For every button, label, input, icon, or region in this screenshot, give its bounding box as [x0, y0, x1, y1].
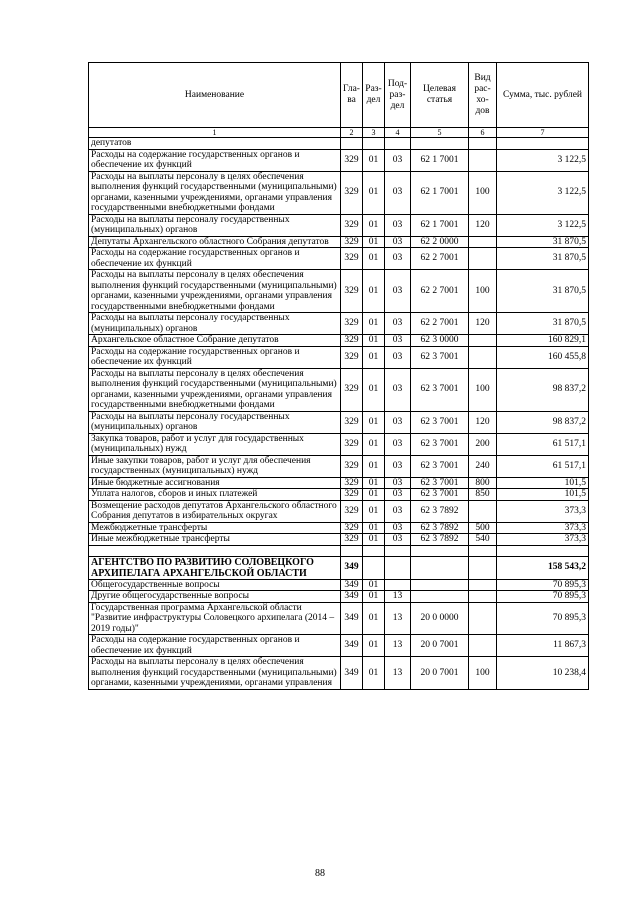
cell-chapter: 329 — [341, 171, 363, 214]
table-row — [89, 545, 589, 556]
cell-chapter: 329 — [341, 489, 363, 501]
table-row — [89, 657, 589, 690]
cell-name: Иные межбюджетные трансферты — [89, 534, 341, 546]
cell-sum: 98 837,2 — [497, 368, 589, 411]
cell-exptype: 120 — [469, 411, 497, 433]
cell-sum: 3 122,5 — [497, 149, 589, 171]
cell-chapter: 349 — [341, 579, 363, 591]
cell-sum: 160 455,8 — [497, 346, 589, 368]
cell-subsection: 03 — [385, 270, 411, 313]
cell-target: 62 2 7001 — [411, 248, 469, 270]
cell-sum: 31 870,5 — [497, 236, 589, 248]
cell-section: 01 — [363, 433, 385, 455]
table-row — [89, 411, 589, 433]
table-row — [89, 214, 589, 236]
cell-exptype: 540 — [469, 534, 497, 546]
cell-subsection: 03 — [385, 236, 411, 248]
cell-exptype: 240 — [469, 455, 497, 477]
header-exptype: Вид рас-хо-дов — [469, 63, 497, 128]
cell-target: 62 2 0000 — [411, 236, 469, 248]
cell-sum: 31 870,5 — [497, 313, 589, 335]
cell-subsection: 03 — [385, 522, 411, 534]
cell-exptype: 100 — [469, 270, 497, 313]
cell-subsection — [385, 138, 411, 150]
cell-chapter: 349 — [341, 635, 363, 657]
cell-target: 62 3 7001 — [411, 477, 469, 489]
cell-subsection: 03 — [385, 248, 411, 270]
header-subsection: Под-раз-дел — [385, 63, 411, 128]
cell-subsection: 03 — [385, 534, 411, 546]
cell-target: 62 3 7001 — [411, 433, 469, 455]
cell-target — [411, 556, 469, 579]
cell-chapter: 349 — [341, 602, 363, 635]
cell-exptype: 800 — [469, 477, 497, 489]
cell-exptype: 120 — [469, 214, 497, 236]
table-row — [89, 489, 589, 501]
table-body — [89, 138, 589, 690]
cell-section: 01 — [363, 171, 385, 214]
cell-target — [411, 545, 469, 556]
cell-target: 62 3 7892 — [411, 500, 469, 522]
cell-name: Расходы на выплаты персоналу государственных (муниципальных) органов — [89, 313, 341, 335]
cell-section: 01 — [363, 522, 385, 534]
cell-subsection — [385, 545, 411, 556]
cell-exptype — [469, 236, 497, 248]
table-row — [89, 534, 589, 546]
cell-exptype — [469, 335, 497, 347]
cell-exptype — [469, 500, 497, 522]
cell-section — [363, 556, 385, 579]
cell-target: 62 3 7892 — [411, 534, 469, 546]
cell-name: Уплата налогов, сборов и иных платежей — [89, 489, 341, 501]
table-row — [89, 477, 589, 489]
cell-sum: 101,5 — [497, 489, 589, 501]
cell-sum: 373,3 — [497, 522, 589, 534]
col-number: 6 — [469, 128, 497, 138]
cell-subsection: 03 — [385, 477, 411, 489]
budget-table — [88, 62, 589, 690]
cell-section: 01 — [363, 149, 385, 171]
header-target: Целевая статья — [411, 63, 469, 128]
cell-section: 01 — [363, 411, 385, 433]
cell-exptype — [469, 579, 497, 591]
cell-subsection: 13 — [385, 591, 411, 603]
cell-section: 01 — [363, 313, 385, 335]
cell-chapter: 329 — [341, 433, 363, 455]
table-row — [89, 171, 589, 214]
cell-target: 62 3 7001 — [411, 489, 469, 501]
cell-sum: 3 122,5 — [497, 214, 589, 236]
table-row — [89, 335, 589, 347]
cell-exptype: 120 — [469, 313, 497, 335]
cell-target: 62 3 7001 — [411, 346, 469, 368]
cell-name — [89, 545, 341, 556]
table-row — [89, 313, 589, 335]
cell-target: 62 3 0000 — [411, 335, 469, 347]
table-row — [89, 433, 589, 455]
cell-exptype: 100 — [469, 171, 497, 214]
cell-sum: 11 867,3 — [497, 635, 589, 657]
cell-name: Расходы на содержание государственных органов и обеспечение их функций — [89, 346, 341, 368]
cell-subsection: 03 — [385, 500, 411, 522]
table-row — [89, 368, 589, 411]
cell-name: Расходы на содержание государственных органов и обеспечение их функций — [89, 149, 341, 171]
header-name: Наименование — [89, 63, 341, 128]
cell-sum: 70 895,3 — [497, 602, 589, 635]
table-row — [89, 522, 589, 534]
cell-name: Расходы на выплаты персоналу государственных (муниципальных) органов — [89, 214, 341, 236]
table-row — [89, 149, 589, 171]
cell-subsection: 03 — [385, 149, 411, 171]
cell-sum — [497, 138, 589, 150]
cell-sum: 158 543,2 — [497, 556, 589, 579]
cell-chapter: 329 — [341, 313, 363, 335]
column-number-row — [89, 128, 589, 138]
col-number: 2 — [341, 128, 363, 138]
cell-sum: 10 238,4 — [497, 657, 589, 690]
table-row — [89, 236, 589, 248]
cell-exptype — [469, 556, 497, 579]
header-chapter: Гла-ва — [341, 63, 363, 128]
cell-exptype — [469, 545, 497, 556]
table-row — [89, 591, 589, 603]
cell-section: 01 — [363, 248, 385, 270]
cell-name: Государственная программа Архангельской области "Развитие инфраструктуры Соловецкого архипелага (2014 – 2019 годы)" — [89, 602, 341, 635]
table-row — [89, 138, 589, 150]
cell-name: Межбюджетные трансферты — [89, 522, 341, 534]
cell-target: 62 3 7001 — [411, 455, 469, 477]
cell-chapter: 329 — [341, 248, 363, 270]
table-row — [89, 248, 589, 270]
cell-exptype: 500 — [469, 522, 497, 534]
cell-name: Расходы на содержание государственных органов и обеспечение их функций — [89, 635, 341, 657]
col-number: 5 — [411, 128, 469, 138]
cell-sum: 373,3 — [497, 534, 589, 546]
cell-target: 62 1 7001 — [411, 149, 469, 171]
cell-target: 62 1 7001 — [411, 214, 469, 236]
cell-subsection: 03 — [385, 313, 411, 335]
cell-name: Иные закупки товаров, работ и услуг для обеспечения государственных (муниципальных) нужд — [89, 455, 341, 477]
cell-chapter: 329 — [341, 270, 363, 313]
table-row — [89, 602, 589, 635]
cell-exptype — [469, 635, 497, 657]
cell-chapter: 329 — [341, 500, 363, 522]
cell-sum — [497, 545, 589, 556]
cell-subsection: 03 — [385, 214, 411, 236]
cell-section: 01 — [363, 602, 385, 635]
cell-chapter: 329 — [341, 335, 363, 347]
cell-name: Другие общегосударственные вопросы — [89, 591, 341, 603]
cell-subsection: 03 — [385, 346, 411, 368]
cell-exptype — [469, 602, 497, 635]
cell-subsection: 13 — [385, 602, 411, 635]
cell-sum: 70 895,3 — [497, 579, 589, 591]
cell-sum: 160 829,1 — [497, 335, 589, 347]
header-section: Раз-дел — [363, 63, 385, 128]
cell-exptype — [469, 149, 497, 171]
cell-name: Возмещение расходов депутатов Архангельского областного Собрания депутатов в избирательных округах — [89, 500, 341, 522]
cell-target — [411, 579, 469, 591]
cell-chapter: 329 — [341, 477, 363, 489]
cell-section — [363, 138, 385, 150]
cell-subsection: 03 — [385, 455, 411, 477]
cell-name: Депутаты Архангельского областного Собрания депутатов — [89, 236, 341, 248]
cell-exptype: 850 — [469, 489, 497, 501]
cell-section: 01 — [363, 579, 385, 591]
cell-section: 01 — [363, 477, 385, 489]
cell-exptype: 200 — [469, 433, 497, 455]
cell-chapter: 349 — [341, 657, 363, 690]
cell-exptype — [469, 248, 497, 270]
cell-sum: 31 870,5 — [497, 248, 589, 270]
cell-target: 62 2 7001 — [411, 313, 469, 335]
cell-section: 01 — [363, 455, 385, 477]
cell-sum: 70 895,3 — [497, 591, 589, 603]
cell-subsection: 03 — [385, 411, 411, 433]
cell-chapter: 329 — [341, 368, 363, 411]
cell-section: 01 — [363, 534, 385, 546]
cell-subsection: 03 — [385, 335, 411, 347]
cell-name: Расходы на выплаты персоналу в целях обеспечения выполнения функций государственными (муниципальными) органами, казенными учреждениями, органами управления государственными внебюджетными фондами — [89, 368, 341, 411]
cell-section: 01 — [363, 635, 385, 657]
cell-exptype: 100 — [469, 368, 497, 411]
cell-subsection — [385, 579, 411, 591]
cell-section: 01 — [363, 500, 385, 522]
cell-exptype: 100 — [469, 657, 497, 690]
cell-target: 20 0 7001 — [411, 657, 469, 690]
cell-target — [411, 591, 469, 603]
cell-sum: 61 517,1 — [497, 433, 589, 455]
table-row — [89, 455, 589, 477]
cell-section: 01 — [363, 214, 385, 236]
table-row — [89, 556, 589, 579]
cell-chapter: 349 — [341, 556, 363, 579]
cell-target: 62 1 7001 — [411, 171, 469, 214]
col-number: 7 — [497, 128, 589, 138]
cell-section: 01 — [363, 368, 385, 411]
cell-target — [411, 138, 469, 150]
cell-subsection — [385, 556, 411, 579]
col-number: 4 — [385, 128, 411, 138]
table-row — [89, 635, 589, 657]
cell-section: 01 — [363, 236, 385, 248]
cell-sum: 31 870,5 — [497, 270, 589, 313]
cell-name: Расходы на выплаты персоналу в целях обеспечения выполнения функций государственными (муниципальными) органами, казенными учреждениями, органами управления — [89, 657, 341, 690]
cell-target: 62 3 7001 — [411, 368, 469, 411]
cell-chapter — [341, 138, 363, 150]
cell-section: 01 — [363, 335, 385, 347]
cell-name: АГЕНТСТВО ПО РАЗВИТИЮ СОЛОВЕЦКОГО АРХИПЕЛАГА АРХАНГЕЛЬСКОЙ ОБЛАСТИ — [89, 556, 341, 579]
cell-chapter: 329 — [341, 411, 363, 433]
table-row — [89, 346, 589, 368]
cell-section: 01 — [363, 591, 385, 603]
cell-exptype — [469, 346, 497, 368]
cell-name: Расходы на выплаты персоналу государственных (муниципальных) органов — [89, 411, 341, 433]
cell-section: 01 — [363, 489, 385, 501]
table-row — [89, 500, 589, 522]
cell-target: 62 2 7001 — [411, 270, 469, 313]
header-sum: Сумма, тыс. рублей — [497, 63, 589, 128]
cell-subsection: 13 — [385, 657, 411, 690]
cell-sum: 3 122,5 — [497, 171, 589, 214]
cell-chapter: 329 — [341, 214, 363, 236]
cell-subsection: 03 — [385, 171, 411, 214]
cell-subsection: 13 — [385, 635, 411, 657]
cell-target: 62 3 7001 — [411, 411, 469, 433]
cell-subsection: 03 — [385, 489, 411, 501]
cell-chapter: 329 — [341, 346, 363, 368]
cell-sum: 101,5 — [497, 477, 589, 489]
col-number: 3 — [363, 128, 385, 138]
cell-chapter: 329 — [341, 455, 363, 477]
cell-name: депутатов — [89, 138, 341, 150]
cell-exptype — [469, 138, 497, 150]
cell-chapter: 329 — [341, 522, 363, 534]
cell-name: Закупка товаров, работ и услуг для государственных (муниципальных) нужд — [89, 433, 341, 455]
cell-chapter: 329 — [341, 149, 363, 171]
cell-name: Архангельское областное Собрание депутатов — [89, 335, 341, 347]
table-row — [89, 579, 589, 591]
cell-subsection: 03 — [385, 368, 411, 411]
cell-sum: 98 837,2 — [497, 411, 589, 433]
cell-section: 01 — [363, 657, 385, 690]
cell-chapter: 329 — [341, 236, 363, 248]
cell-sum: 61 517,1 — [497, 455, 589, 477]
cell-exptype — [469, 591, 497, 603]
table-header-row — [89, 63, 589, 128]
table-row — [89, 270, 589, 313]
cell-chapter — [341, 545, 363, 556]
cell-name: Иные бюджетные ассигнования — [89, 477, 341, 489]
cell-target: 20 0 7001 — [411, 635, 469, 657]
page-number: 88 — [315, 868, 325, 879]
cell-name: Расходы на выплаты персоналу в целях обеспечения выполнения функций государственными (муниципальными) органами, казенными учреждениями, органами управления государственными внебюджетными фондами — [89, 270, 341, 313]
cell-name: Расходы на выплаты персоналу в целях обеспечения выполнения функций государственными (муниципальными) органами, казенными учреждениями, органами управления государственными внебюджетными фондами — [89, 171, 341, 214]
cell-section: 01 — [363, 346, 385, 368]
cell-name: Общегосударственные вопросы — [89, 579, 341, 591]
cell-sum: 373,3 — [497, 500, 589, 522]
cell-target: 20 0 0000 — [411, 602, 469, 635]
cell-section: 01 — [363, 270, 385, 313]
cell-subsection: 03 — [385, 433, 411, 455]
cell-target: 62 3 7892 — [411, 522, 469, 534]
cell-chapter: 329 — [341, 534, 363, 546]
cell-name: Расходы на содержание государственных органов и обеспечение их функций — [89, 248, 341, 270]
cell-chapter: 349 — [341, 591, 363, 603]
cell-section — [363, 545, 385, 556]
col-number: 1 — [89, 128, 341, 138]
